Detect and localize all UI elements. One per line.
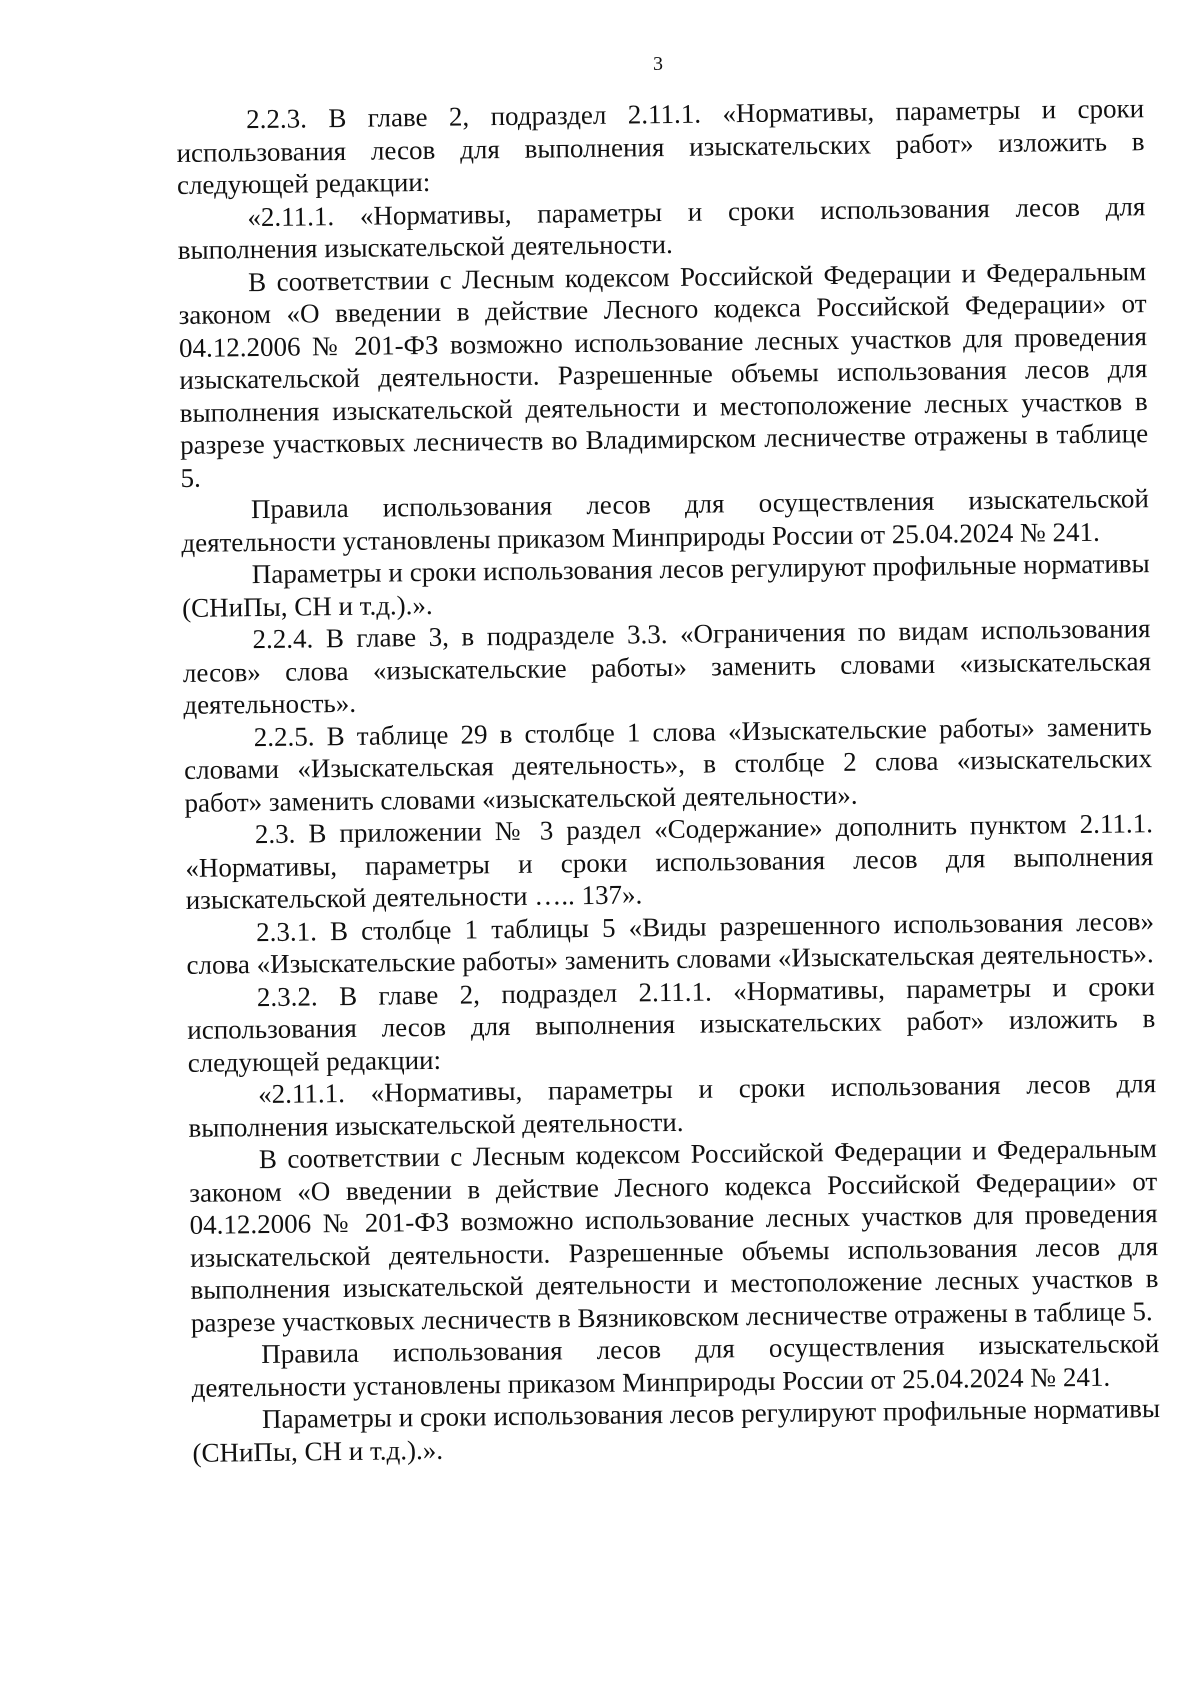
paragraph-2-2-5: 2.2.5. В таблице 29 в столбце 1 слова «Изыскательские работы» заменить словами «Изыскательская деятельность», в столбце 2 слова «изыскательских работ» заменить словами «изыскательской деятельности».	[183, 710, 1153, 818]
paragraph-2-2-3: 2.2.3. В главе 2, подраздел 2.11.1. «Нормативы, параметры и сроки использования лесов для выполнения изыскательских работ» изложить в следующей редакции:	[176, 93, 1145, 200]
paragraph-vyazniki-forestry: В соответствии с Лесным кодексом Российской Федерации и Федеральным законом «О введении в действие Лесного кодекса Российской Федерации» от 04.12.2006 № 201-ФЗ возможно использование лесных участков для проведения изыскательской деятельности. Разрешенные объемы использования лесов для выполнения изыскательской деятельности и местоположение лесных участков в разрезе участковых лесничеств в Вязниковском лесничестве отражены в таблице 5.	[189, 1133, 1159, 1338]
page-number: 3	[653, 53, 663, 75]
paragraph-vladimir-forestry: В соответствии с Лесным кодексом Российской Федерации и Федеральным законом «О введении в действие Лесного кодекса Российской Федерации» от 04.12.2006 № 201-ФЗ возможно использование лесных участков для проведения изыскательской деятельности. Разрешенные объемы использования лесов для выполнения изыскательской деятельности и местоположение лесных участков в разрезе участковых лесничеств во Владимирском лесничестве отражены в таблице 5.	[178, 255, 1149, 493]
paragraph-parameters-vyazniki: Параметры и сроки использования лесов регулируют профильные нормативы (СНиПы, СН и т.д.).».	[192, 1393, 1161, 1468]
paragraph-2-3: 2.3. В приложении № 3 раздел «Содержание» дополнить пунктом 2.11.1. «Нормативы, параметры и сроки использования лесов для выполнения изыскательской деятельности ….. 137».	[185, 808, 1154, 915]
document-body	[176, 92, 1161, 1469]
paragraph-2-2-4: 2.2.4. В главе 3, в подразделе 3.3. «Ограничения по видам использования лесов» слова «изыскательские работы» заменить словами «изыскательская деятельность».	[182, 613, 1152, 720]
paragraph-rules-vladimir: Правила использования лесов для осуществления изыскательской деятельности установлены приказом Минприроды России от 25.04.2024 № 241.	[181, 483, 1150, 558]
paragraph-2-3-2: 2.3.2. В главе 2, подраздел 2.11.1. «Нормативы, параметры и сроки использования лесов для выполнения изыскательских работ» изложить в следующей редакции:	[187, 970, 1156, 1078]
paragraph-subsection-title-vyazniki: «2.11.1. «Нормативы, параметры и сроки использования лесов для выполнения изыскательской деятельности.	[188, 1068, 1157, 1143]
paragraph-parameters-vladimir: Параметры и сроки использования лесов регулируют профильные нормативы (СНиПы, СН и т.д.).».	[181, 548, 1150, 623]
paragraph-subsection-title-vladimir: «2.11.1. «Нормативы, параметры и сроки использования лесов для выполнения изыскательской деятельности.	[177, 190, 1146, 265]
paragraph-2-3-1: 2.3.1. В столбце 1 таблицы 5 «Виды разрешенного использования лесов» слова «Изыскательские работы» заменить словами «Изыскательская деятельность».	[186, 905, 1155, 980]
paragraph-rules-vyazniki: Правила использования лесов для осуществления изыскательской деятельности установлены приказом Минприроды России от 25.04.2024 № 241.	[191, 1328, 1160, 1403]
